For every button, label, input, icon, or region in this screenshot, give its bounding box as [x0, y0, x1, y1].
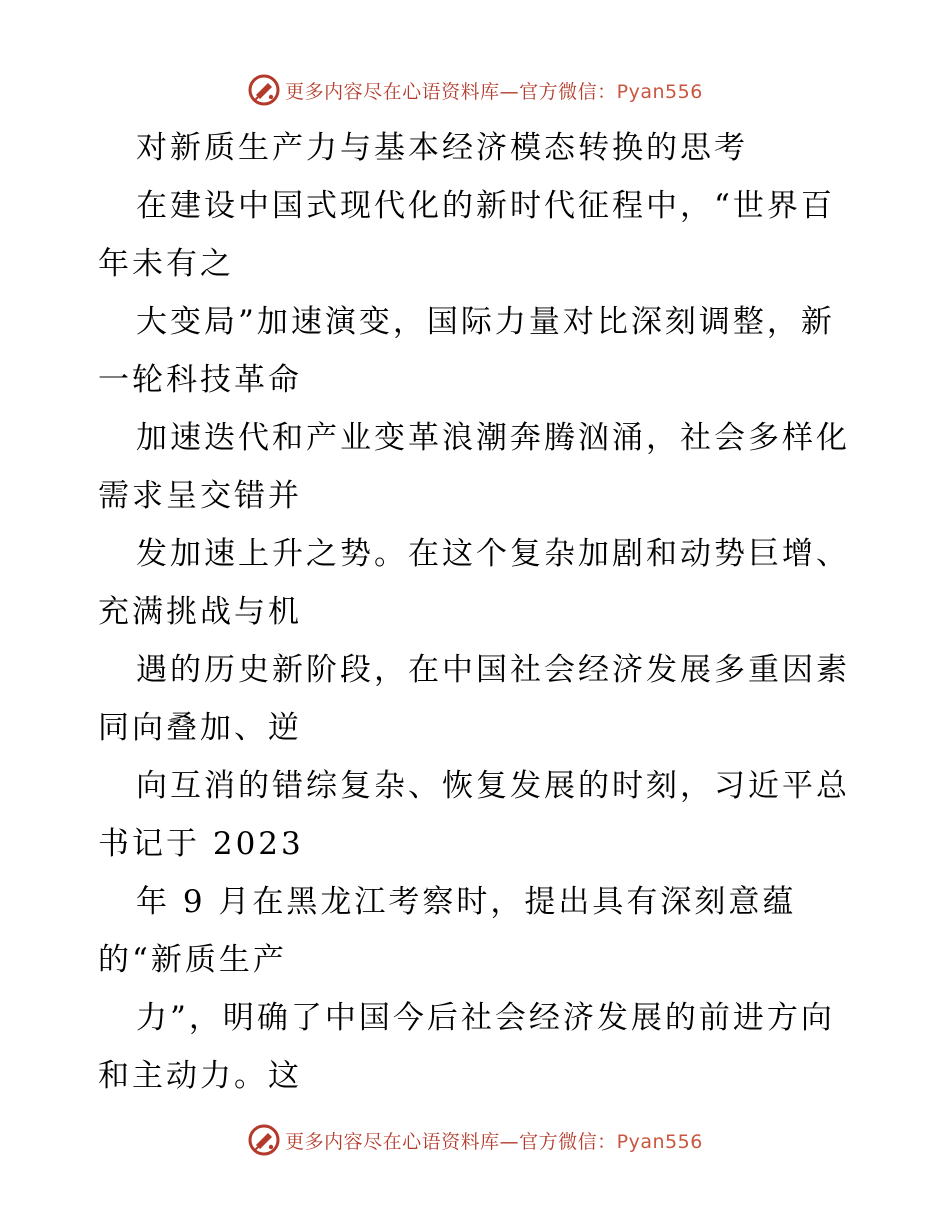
document-title: 对新质生产力与基本经济模态转换的思考 [136, 130, 748, 166]
text-line: 和主动力。这 [98, 1058, 302, 1094]
footer-banner [0, 1120, 950, 1160]
footer-banner-handle: Pyan556 [616, 1130, 703, 1153]
text-line: 发加速上升之势。在这个复杂加剧和动势巨增、 [136, 536, 850, 572]
header-banner [0, 70, 950, 110]
header-banner-label: 更多内容尽在心语资料库—官方微信： [285, 80, 617, 103]
text-line: 年未有之 [98, 246, 234, 282]
text-line: 加速迭代和产业变革浪潮奔腾汹涌，社会多样化 [136, 420, 850, 456]
footer-banner-text [285, 1127, 703, 1154]
text-line: 同向叠加、逆 [98, 710, 302, 746]
text-line: 在建设中国式现代化的新时代征程中，“世界百 [136, 188, 835, 224]
footer-banner-label: 更多内容尽在心语资料库—官方微信： [285, 1130, 617, 1153]
document-body [98, 125, 858, 1111]
brand-logo-icon [247, 1123, 281, 1157]
text-line: 力”，明确了中国今后社会经济发展的前进方向 [136, 1000, 835, 1036]
header-banner-text [285, 77, 703, 104]
text-line: 书记于 2023 [98, 826, 304, 862]
text-line: 充满挑战与机 [98, 594, 302, 630]
text-line: 大变局”加速演变，国际力量对比深刻调整，新 [136, 304, 835, 340]
header-banner-handle: Pyan556 [616, 80, 703, 103]
text-line: 向互消的错综复杂、恢复发展的时刻，习近平总 [136, 768, 850, 804]
brand-logo-icon [247, 73, 281, 107]
text-line: 年 9 月在黑龙江考察时，提出具有深刻意蕴 [136, 884, 797, 920]
text-line: 一轮科技革命 [98, 362, 302, 398]
text-line: 遇的历史新阶段，在中国社会经济发展多重因素 [136, 652, 850, 688]
text-line: 需求呈交错并 [98, 478, 302, 514]
text-line: 的“新质生产 [98, 942, 287, 978]
